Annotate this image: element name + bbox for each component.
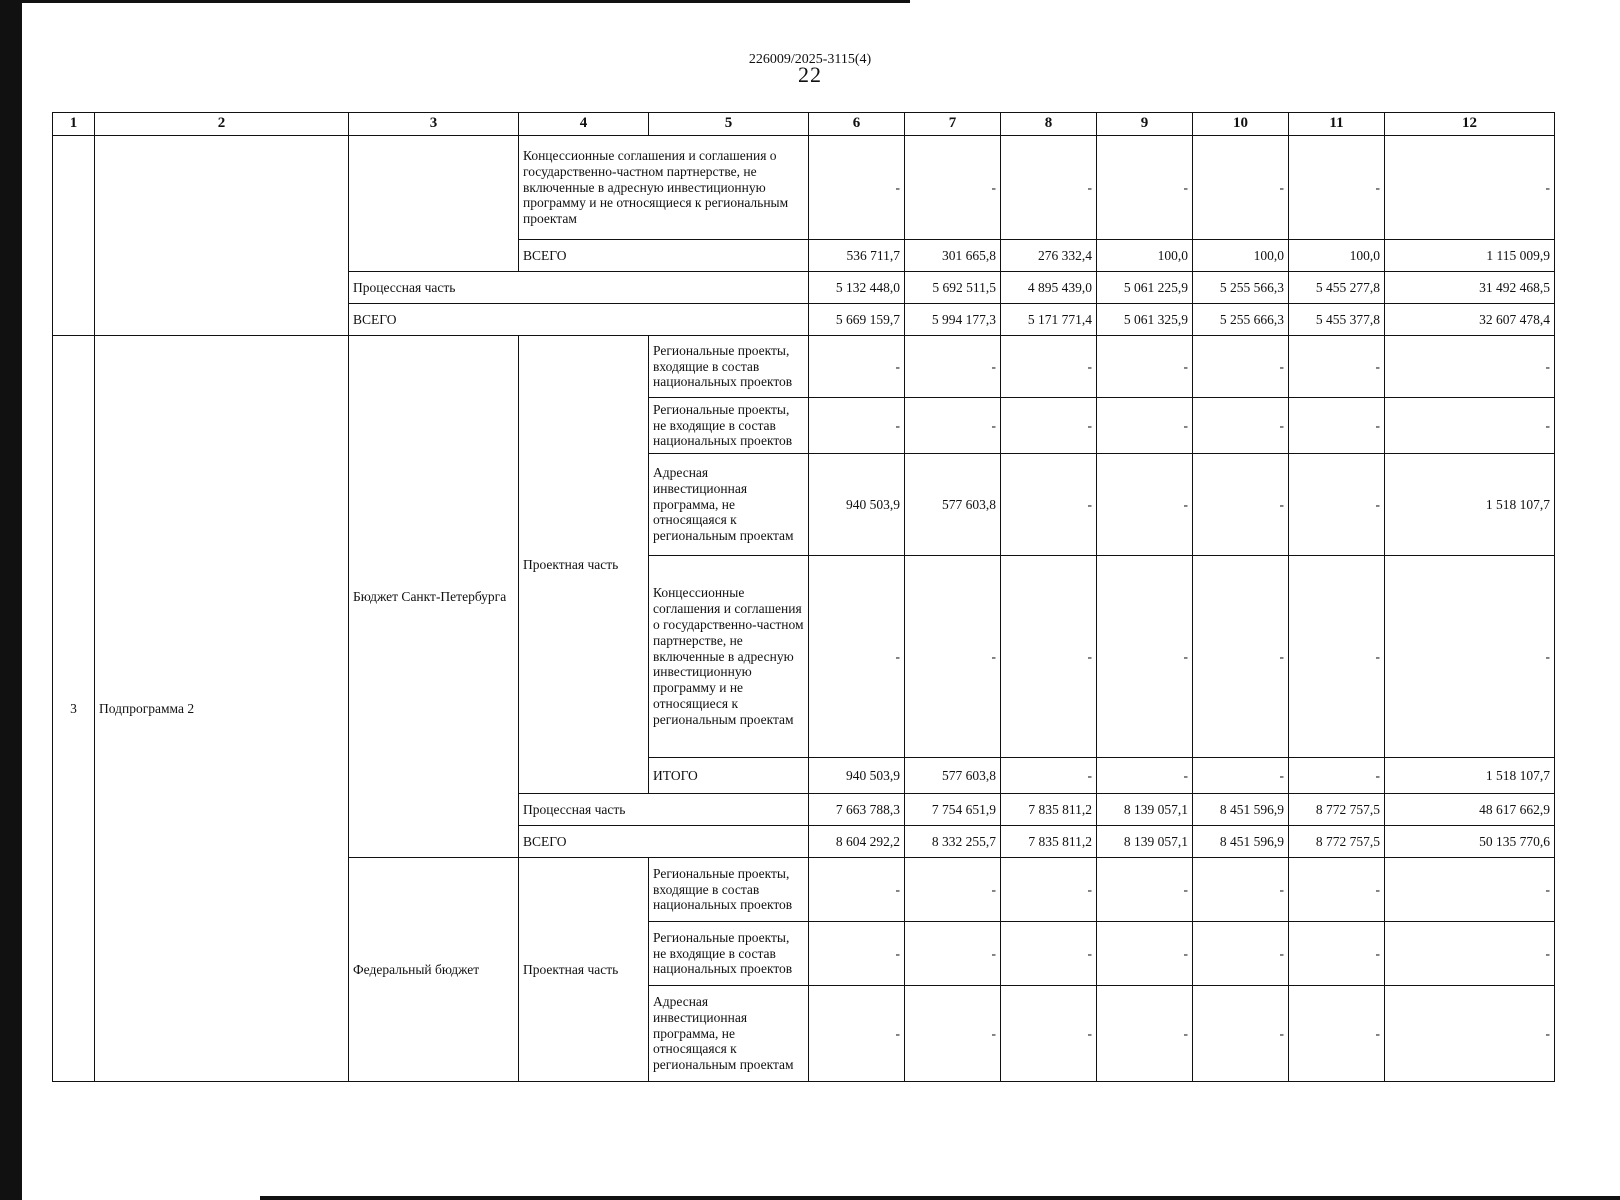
value-cell: 8 451 596,9 bbox=[1193, 794, 1289, 826]
value-cell: 32 607 478,4 bbox=[1385, 304, 1555, 336]
header-cell: 9 bbox=[1097, 113, 1193, 136]
header-cell: 7 bbox=[905, 113, 1001, 136]
value-cell: 5 455 377,8 bbox=[1289, 304, 1385, 336]
value-cell: 8 139 057,1 bbox=[1097, 826, 1193, 858]
value-cell: 5 171 771,4 bbox=[1001, 304, 1097, 336]
header-row bbox=[53, 113, 1555, 136]
value-cell: 536 711,7 bbox=[809, 240, 905, 272]
value-cell: - bbox=[809, 922, 905, 986]
project-item-label: Адресная инвестиционная программа, не относящаяся к региональным проектам bbox=[649, 454, 809, 556]
document-reference: 226009/2025-3115(4) bbox=[748, 52, 872, 67]
process-part-label: Процессная часть bbox=[519, 794, 809, 826]
scan-edge-left bbox=[0, 0, 22, 1200]
value-cell: 1 518 107,7 bbox=[1385, 758, 1555, 794]
value-cell: - bbox=[1193, 136, 1289, 240]
project-item-label: Концессионные соглашения и соглашения о государственно-частном партнерстве, не включенные в адресную инвестиционную программу и не относящиеся к региональным проектам bbox=[519, 136, 809, 240]
table-row bbox=[53, 336, 1555, 398]
program-name-cell bbox=[95, 136, 349, 336]
value-cell: 5 455 277,8 bbox=[1289, 272, 1385, 304]
row-number-cell bbox=[53, 136, 95, 336]
value-cell: - bbox=[1385, 556, 1555, 758]
value-cell: 5 132 448,0 bbox=[809, 272, 905, 304]
value-cell: 4 895 439,0 bbox=[1001, 272, 1097, 304]
value-cell: 301 665,8 bbox=[905, 240, 1001, 272]
value-cell: - bbox=[1193, 858, 1289, 922]
value-cell: - bbox=[1001, 556, 1097, 758]
value-cell: - bbox=[1001, 858, 1097, 922]
header-cell: 6 bbox=[809, 113, 905, 136]
value-cell: 1 518 107,7 bbox=[1385, 454, 1555, 556]
value-cell: - bbox=[1385, 986, 1555, 1082]
itogo-label: ИТОГО bbox=[649, 758, 809, 794]
value-cell: - bbox=[1385, 336, 1555, 398]
value-cell: - bbox=[1289, 454, 1385, 556]
value-cell: - bbox=[809, 398, 905, 454]
value-cell: - bbox=[809, 556, 905, 758]
value-cell: - bbox=[1193, 986, 1289, 1082]
project-item-label: Региональные проекты, не входящие в состав национальных проектов bbox=[649, 398, 809, 454]
value-cell: 8 332 255,7 bbox=[905, 826, 1001, 858]
value-cell: 1 115 009,9 bbox=[1385, 240, 1555, 272]
header-cell: 10 bbox=[1193, 113, 1289, 136]
value-cell: - bbox=[1001, 922, 1097, 986]
value-cell: 5 061 225,9 bbox=[1097, 272, 1193, 304]
value-cell: 5 669 159,7 bbox=[809, 304, 905, 336]
value-cell: - bbox=[1289, 922, 1385, 986]
value-cell: - bbox=[1097, 136, 1193, 240]
value-cell: - bbox=[1193, 336, 1289, 398]
value-cell: - bbox=[1001, 398, 1097, 454]
value-cell: - bbox=[1289, 986, 1385, 1082]
table-body bbox=[53, 113, 1555, 1082]
project-item-label: Концессионные соглашения и соглашения о государственно-частном партнерстве, не включенные в адресную инвестиционную программу и не относящиеся к региональным проектам bbox=[649, 556, 809, 758]
value-cell: - bbox=[1001, 136, 1097, 240]
value-cell: - bbox=[809, 336, 905, 398]
value-cell: - bbox=[1289, 398, 1385, 454]
value-cell: - bbox=[1289, 336, 1385, 398]
value-cell: 5 255 566,3 bbox=[1193, 272, 1289, 304]
value-cell: - bbox=[1097, 398, 1193, 454]
scan-edge-top bbox=[0, 0, 910, 3]
header-cell: 4 bbox=[519, 113, 649, 136]
funding-source-spb: Бюджет Санкт-Петербурга bbox=[349, 336, 519, 858]
value-cell: 8 604 292,2 bbox=[809, 826, 905, 858]
value-cell: 8 772 757,5 bbox=[1289, 826, 1385, 858]
value-cell: 8 772 757,5 bbox=[1289, 794, 1385, 826]
value-cell: - bbox=[1193, 556, 1289, 758]
value-cell: - bbox=[1001, 336, 1097, 398]
value-cell: - bbox=[1097, 922, 1193, 986]
process-part-label: Процессная часть bbox=[349, 272, 809, 304]
value-cell: - bbox=[1097, 336, 1193, 398]
value-cell: - bbox=[905, 136, 1001, 240]
value-cell: 7 835 811,2 bbox=[1001, 794, 1097, 826]
value-cell: 5 692 511,5 bbox=[905, 272, 1001, 304]
header-cell: 8 bbox=[1001, 113, 1097, 136]
value-cell: - bbox=[1097, 986, 1193, 1082]
value-cell: - bbox=[1001, 454, 1097, 556]
header-cell: 5 bbox=[649, 113, 809, 136]
value-cell: - bbox=[905, 986, 1001, 1082]
header-cell: 12 bbox=[1385, 113, 1555, 136]
total-label: ВСЕГО bbox=[519, 826, 809, 858]
value-cell: 7 754 651,9 bbox=[905, 794, 1001, 826]
value-cell: - bbox=[1193, 758, 1289, 794]
value-cell: - bbox=[905, 336, 1001, 398]
value-cell: 5 255 666,3 bbox=[1193, 304, 1289, 336]
subtotal-label: ВСЕГО bbox=[519, 240, 809, 272]
subprogram-name: Подпрограмма 2 bbox=[95, 336, 349, 1082]
project-item-label: Региональные проекты, входящие в состав национальных проектов bbox=[649, 858, 809, 922]
header-cell: 3 bbox=[349, 113, 519, 136]
value-cell: - bbox=[1097, 454, 1193, 556]
table-row bbox=[53, 136, 1555, 240]
project-part-label: Проектная часть bbox=[519, 858, 649, 1082]
value-cell: - bbox=[1289, 136, 1385, 240]
value-cell: 31 492 468,5 bbox=[1385, 272, 1555, 304]
value-cell: - bbox=[1097, 758, 1193, 794]
value-cell: 940 503,9 bbox=[809, 454, 905, 556]
value-cell: 5 061 325,9 bbox=[1097, 304, 1193, 336]
value-cell: - bbox=[1289, 556, 1385, 758]
header-cell: 2 bbox=[95, 113, 349, 136]
value-cell: 940 503,9 bbox=[809, 758, 905, 794]
value-cell: 50 135 770,6 bbox=[1385, 826, 1555, 858]
value-cell: 8 451 596,9 bbox=[1193, 826, 1289, 858]
value-cell: 276 332,4 bbox=[1001, 240, 1097, 272]
value-cell: - bbox=[905, 922, 1001, 986]
project-item-label: Региональные проекты, входящие в состав национальных проектов bbox=[649, 336, 809, 398]
value-cell: - bbox=[1193, 922, 1289, 986]
value-cell: 577 603,8 bbox=[905, 454, 1001, 556]
funding-source-federal: Федеральный бюджет bbox=[349, 858, 519, 1082]
project-part-label: Проектная часть bbox=[519, 336, 649, 794]
value-cell: - bbox=[1385, 922, 1555, 986]
value-cell: 8 139 057,1 bbox=[1097, 794, 1193, 826]
value-cell: - bbox=[1385, 136, 1555, 240]
value-cell: 577 603,8 bbox=[905, 758, 1001, 794]
value-cell: 100,0 bbox=[1097, 240, 1193, 272]
subprogram-number: 3 bbox=[53, 336, 95, 1082]
scan-edge-bottom bbox=[260, 1196, 1620, 1200]
value-cell: 7 835 811,2 bbox=[1001, 826, 1097, 858]
value-cell: - bbox=[809, 858, 905, 922]
value-cell: - bbox=[1193, 454, 1289, 556]
value-cell: - bbox=[905, 556, 1001, 758]
value-cell: 7 663 788,3 bbox=[809, 794, 905, 826]
value-cell: - bbox=[1289, 758, 1385, 794]
value-cell: 5 994 177,3 bbox=[905, 304, 1001, 336]
total-label: ВСЕГО bbox=[349, 304, 809, 336]
project-item-label: Адресная инвестиционная программа, не относящаяся к региональным проектам bbox=[649, 986, 809, 1082]
value-cell: - bbox=[1001, 986, 1097, 1082]
value-cell: 48 617 662,9 bbox=[1385, 794, 1555, 826]
value-cell: - bbox=[1193, 398, 1289, 454]
value-cell: - bbox=[1289, 858, 1385, 922]
value-cell: - bbox=[905, 398, 1001, 454]
value-cell: - bbox=[1097, 858, 1193, 922]
value-cell: - bbox=[905, 858, 1001, 922]
page-number: 22 bbox=[798, 62, 822, 87]
value-cell: - bbox=[809, 986, 905, 1082]
header-cell: 1 bbox=[53, 113, 95, 136]
value-cell: 100,0 bbox=[1289, 240, 1385, 272]
funding-source-cell bbox=[349, 136, 519, 272]
project-item-label: Региональные проекты, не входящие в состав национальных проектов bbox=[649, 922, 809, 986]
header-cell: 11 bbox=[1289, 113, 1385, 136]
value-cell: 100,0 bbox=[1193, 240, 1289, 272]
value-cell: - bbox=[1001, 758, 1097, 794]
value-cell: - bbox=[809, 136, 905, 240]
value-cell: - bbox=[1385, 858, 1555, 922]
budget-table bbox=[52, 112, 1555, 1082]
value-cell: - bbox=[1385, 398, 1555, 454]
value-cell: - bbox=[1097, 556, 1193, 758]
